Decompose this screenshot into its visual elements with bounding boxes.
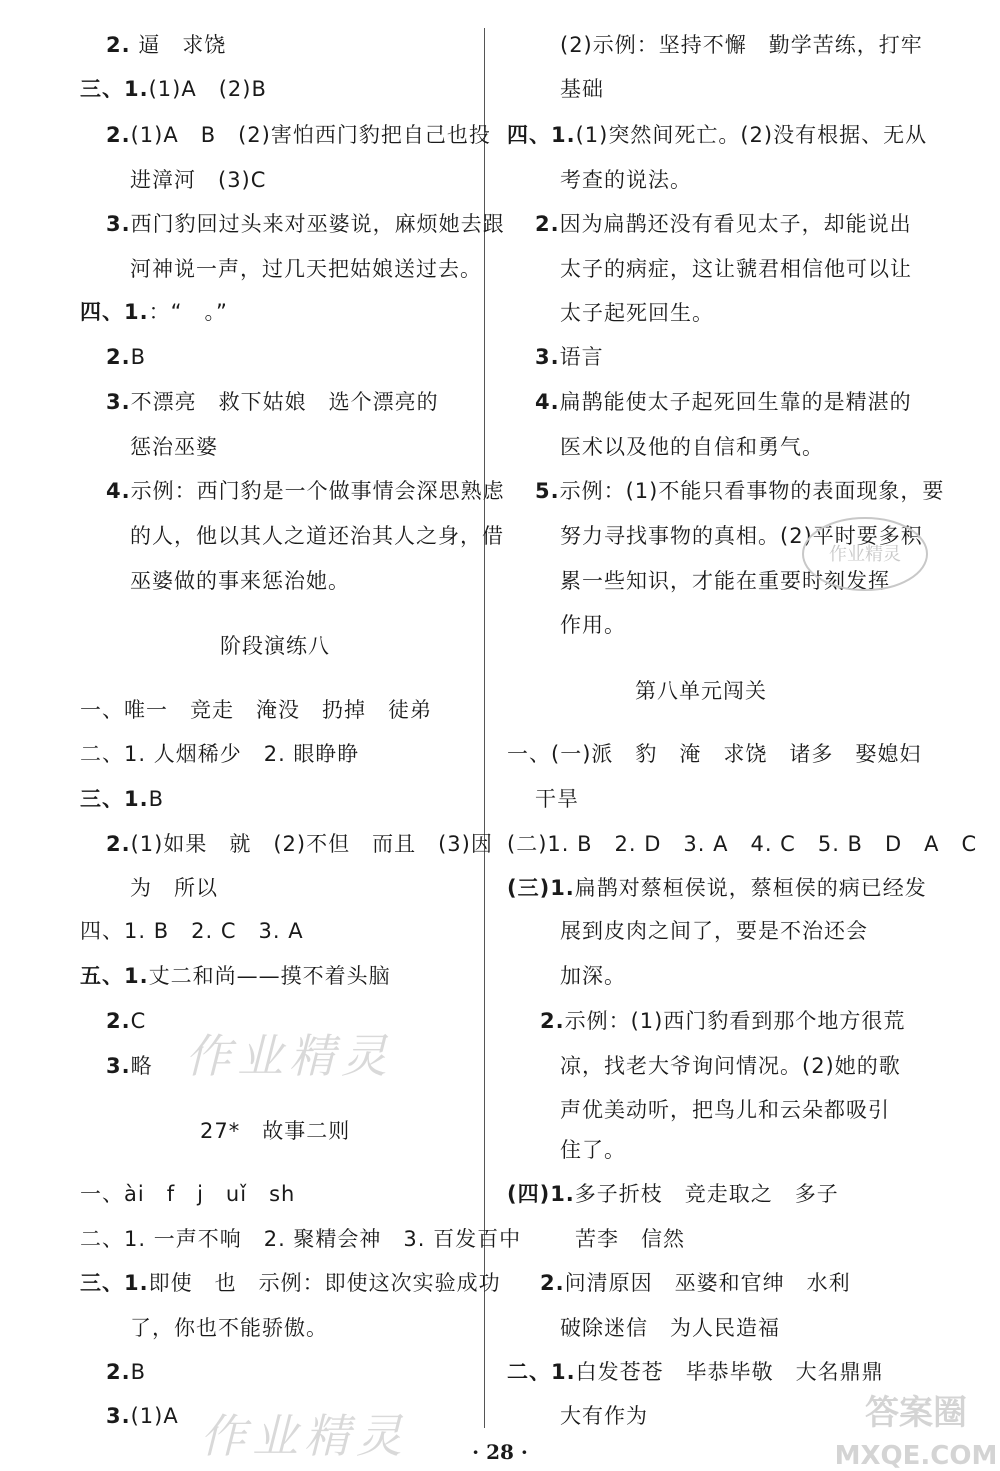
answer-line: 2.问清原因 巫婆和官绅 水利 (540, 1271, 851, 1295)
answer-line: 太子的病症，这让虢君相信他可以让 (560, 257, 912, 281)
answer-line: 2.示例：(1)西门豹看到那个地方很荒 (540, 1009, 906, 1033)
answer-line: 声优美动听，把鸟儿和云朵都吸引 (560, 1098, 890, 1122)
answer-line: 巫婆做的事来惩治她。 (130, 569, 350, 593)
answer-line: 四、1.(1)突然间死亡。(2)没有根据、无从 (507, 123, 928, 147)
answer-line: 破除迷信 为人民造福 (560, 1316, 780, 1340)
answer-line: 二、1. 一声不响 2. 聚精会神 3. 百发百中 (80, 1227, 522, 1251)
answer-line: 2.C (106, 1009, 147, 1033)
answer-line: 苦李 信然 (575, 1227, 685, 1251)
answer-line: 四、1.：“ 。” (80, 300, 228, 324)
section-title: 阶段演练八 (220, 634, 330, 658)
answer-line: 2.(1)A B (2)害怕西门豹把自己也投 (106, 123, 491, 147)
answer-line: 4.示例：西门豹是一个做事情会深思熟虑 (106, 479, 505, 503)
answer-line: 凉，找老大爷询问情况。(2)她的歌 (560, 1054, 901, 1078)
answer-line: (四)1.多子折枝 竞走取之 多子 (507, 1182, 839, 1206)
answer-line: 5.示例：(1)不能只看事物的表面现象，要 (535, 479, 945, 503)
answer-line: 一、唯一 竞走 淹没 扔掉 徒弟 (80, 698, 432, 722)
answer-line: 二、1.白发苍苍 毕恭毕敬 大名鼎鼎 (507, 1360, 884, 1384)
answer-line: 为 所以 (130, 876, 218, 900)
answer-line: 4.扁鹊能使太子起死回生靠的是精湛的 (535, 390, 912, 414)
answer-line: 一、ài f j uǐ sh (80, 1182, 296, 1206)
answer-line: 2.(1)如果 就 (2)不但 而且 (3)因 (106, 832, 493, 856)
answer-line: 的人，他以其人之道还治其人之身，借 (130, 524, 504, 548)
answer-line: 3.略 (106, 1054, 153, 1078)
answer-line: 医术以及他的自信和勇气。 (560, 435, 824, 459)
answer-line: 努力寻找事物的真相。(2)平时要多积 (560, 524, 923, 548)
answer-line: 大有作为 (560, 1404, 648, 1428)
answer-line: 一、(一)派 豹 淹 求饶 诸多 娶媳妇 (507, 742, 922, 766)
answer-line: 3.不漂亮 救下姑娘 选个漂亮的 (106, 390, 439, 414)
answer-line: 2. 逼 求饶 (106, 33, 227, 57)
answer-line: 五、1.丈二和尚——摸不着头脑 (80, 964, 391, 988)
answer-line: 2.B (106, 345, 147, 369)
answer-line: (三)1.扁鹊对蔡桓侯说，蔡桓侯的病已经发 (507, 876, 927, 900)
section-title: 第八单元闯关 (635, 679, 767, 703)
answer-line: 作用。 (560, 613, 626, 637)
answer-line: 了，你也不能骄傲。 (130, 1316, 328, 1340)
answer-line: 进漳河 (3)C (130, 168, 267, 192)
answer-line: 太子起死回生。 (560, 301, 714, 325)
answer-line: 三、1.B (80, 787, 165, 811)
answer-line: 二、1. 人烟稀少 2. 眼睁睁 (80, 742, 360, 766)
answer-line: 住了。 (560, 1138, 626, 1162)
answer-line: (二)1. B 2. D 3. A 4. C 5. B D A C (507, 832, 978, 856)
answer-line: 3.西门豹回过头来对巫婆说，麻烦她去跟 (106, 212, 505, 236)
answer-line: (2)示例：坚持不懈 勤学苦练，打牢 (560, 33, 923, 57)
answer-line: 基础 (560, 77, 604, 101)
answer-line: 惩治巫婆 (130, 435, 218, 459)
page-number: · 28 · (472, 1440, 528, 1464)
logo-text: 答案圈 (865, 1393, 967, 1433)
answer-line: 干旱 (535, 787, 579, 811)
column-divider (484, 28, 485, 1428)
answer-line: 2.因为扁鹊还没有看见太子，却能说出 (535, 212, 912, 236)
watermark: 作业精灵 (200, 1409, 408, 1463)
stamp-watermark (800, 514, 930, 594)
answer-line: 展到皮肉之间了，要是不治还会 (560, 919, 868, 943)
logo-url: MXQE.COM (834, 1441, 998, 1471)
answer-line: 加深。 (560, 964, 626, 988)
stamp-text: 作业精灵 (829, 544, 901, 565)
answer-line: 3.(1)A (106, 1404, 179, 1428)
answer-line: 考查的说法。 (560, 168, 692, 192)
answer-line: 三、1.即使 也 示例：即使这次实验成功 (80, 1271, 501, 1295)
answer-line: 2.B (106, 1360, 147, 1384)
answer-line: 四、1. B 2. C 3. A (80, 919, 304, 943)
answer-line: 3.语言 (535, 345, 604, 369)
answer-line: 河神说一声，过几天把姑娘送过去。 (130, 257, 482, 281)
section-title: 27* 故事二则 (200, 1119, 351, 1143)
answer-line: 累一些知识，才能在重要时刻发挥 (560, 569, 890, 593)
answer-line: 三、1.(1)A (2)B (80, 77, 267, 101)
watermark: 作业精灵 (185, 1029, 393, 1083)
